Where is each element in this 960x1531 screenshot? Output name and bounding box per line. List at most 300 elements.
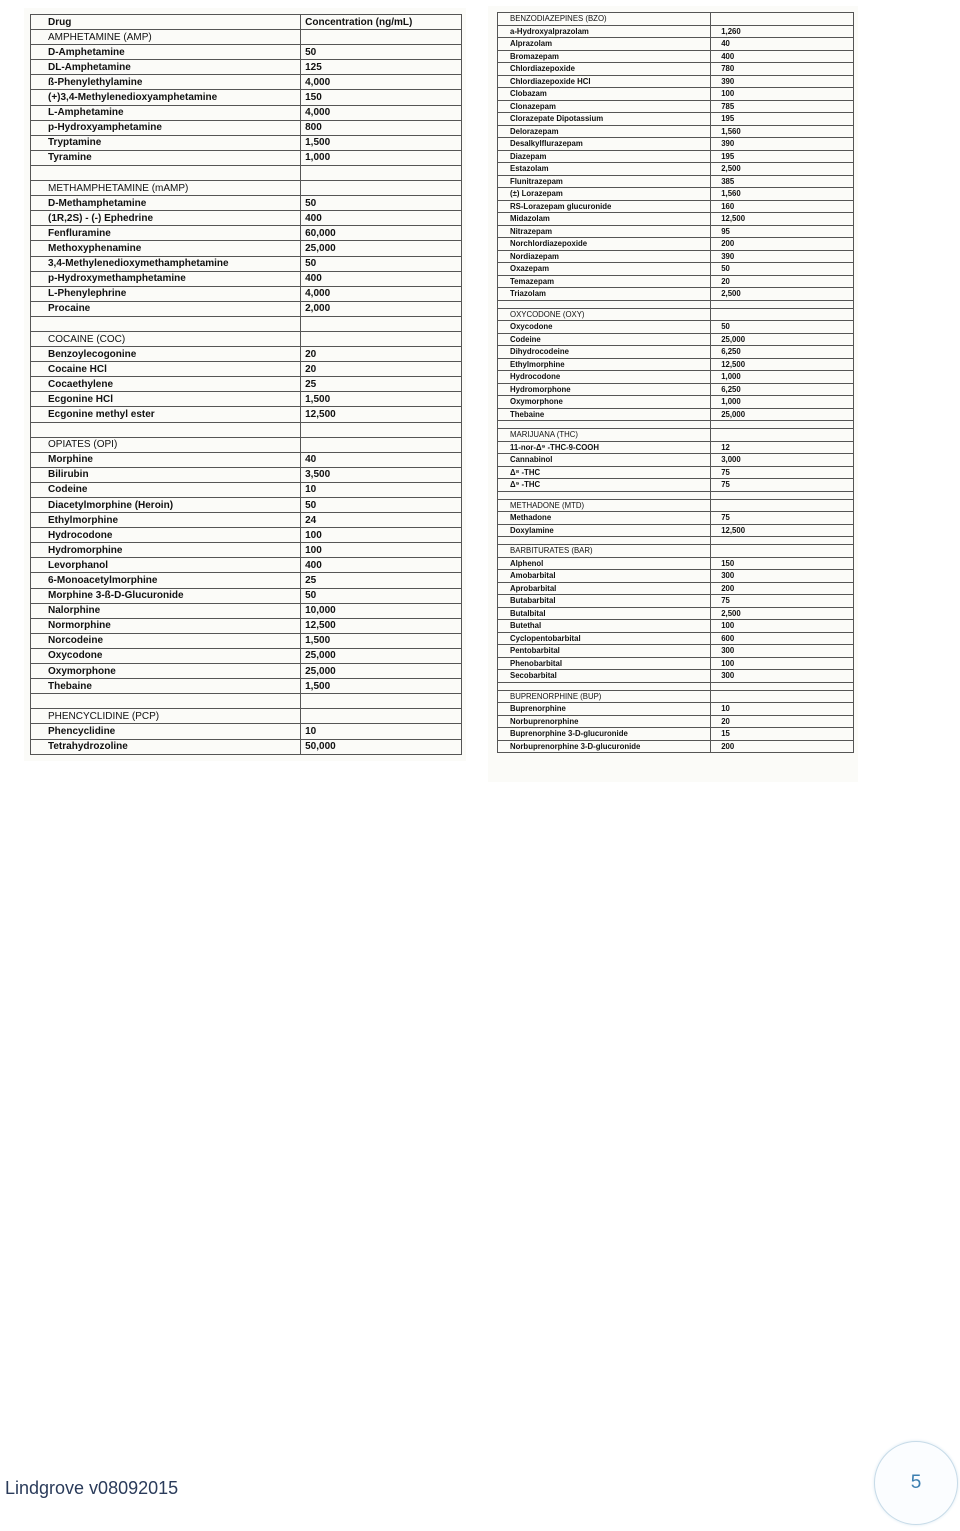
section-title-empty-cell [711,499,854,512]
concentration-cell: 12,500 [301,618,462,633]
section-title-empty-cell [301,331,462,346]
drug-name-cell: Hydrocodone [498,371,711,384]
table-row [498,466,854,479]
concentration-cell: 195 [711,150,854,163]
blank-cell [31,316,301,331]
drug-name-cell: Fenfluramine [31,226,301,241]
drug-name-cell: Clorazepate Dipotassium [498,113,711,126]
blank-cell [31,422,301,437]
table-row [31,120,462,135]
concentration-cell: 390 [711,138,854,151]
table-row [31,452,462,467]
drug-name-cell: L-Amphetamine [31,105,301,120]
table-row [31,286,462,301]
concentration-cell: 50 [301,196,462,211]
concentration-cell: 200 [711,740,854,753]
concentration-cell: 300 [711,670,854,683]
drug-name-cell: Ethylmorphine [31,513,301,528]
section-title: OXYCODONE (OXY) [498,308,711,321]
drug-name-cell: Doxylamine [498,524,711,537]
section-header-row [498,545,854,558]
concentration-cell: 200 [711,582,854,595]
drug-name-cell: 3,4-Methylenedioxymethamphetamine [31,256,301,271]
table-row [31,588,462,603]
drug-column-header: Drug [31,15,301,30]
concentration-cell: 100 [711,88,854,101]
concentration-cell: 3,500 [301,467,462,482]
section-title-empty-cell [711,690,854,703]
drug-name-cell: Thebaine [31,679,301,694]
table-row [498,100,854,113]
drug-name-cell: D-Methamphetamine [31,196,301,211]
concentration-cell: 50 [301,588,462,603]
concentration-cell: 1,500 [301,679,462,694]
drug-name-cell: Norbuprenorphine [498,715,711,728]
concentration-cell: 60,000 [301,226,462,241]
table-row [498,113,854,126]
drug-name-cell: Tetrahydrozoline [31,739,301,754]
drug-name-cell: Thebaine [498,408,711,421]
table-row [31,347,462,362]
table-row [498,346,854,359]
section-title: BENZODIAZEPINES (BZO) [498,13,711,26]
table-row [31,60,462,75]
blank-cell [711,682,854,690]
drug-name-cell: Tyramine [31,150,301,165]
table-row [498,288,854,301]
concentration-cell: 100 [301,528,462,543]
table-header-row [31,15,462,30]
drug-name-cell: Oxymorphone [31,664,301,679]
concentration-cell: 390 [711,250,854,263]
drug-name-cell: Diacetylmorphine (Heroin) [31,498,301,513]
table-row [498,441,854,454]
drug-name-cell: Oxymorphone [498,396,711,409]
table-row [498,620,854,633]
drug-name-cell: 6-Monoacetylmorphine [31,573,301,588]
concentration-cell: 75 [711,479,854,492]
blank-row [31,165,462,180]
drug-name-cell: L-Phenylephrine [31,286,301,301]
drug-name-cell: Norcodeine [31,633,301,648]
table-row [498,607,854,620]
concentration-cell: 95 [711,225,854,238]
concentration-cell: 4,000 [301,75,462,90]
section-header-row [31,709,462,724]
drug-name-cell: Tryptamine [31,135,301,150]
concentration-cell: 400 [301,211,462,226]
table-row [498,250,854,263]
concentration-cell: 25 [301,573,462,588]
table-row [498,238,854,251]
concentration-cell: 1,000 [711,371,854,384]
drug-name-cell: Methadone [498,512,711,525]
blank-cell [301,694,462,709]
table-row [498,213,854,226]
concentration-cell: 100 [711,620,854,633]
drug-name-cell: Cannabinol [498,454,711,467]
right-cross-reactivity-table [497,12,854,753]
concentration-cell: 10 [301,482,462,497]
section-title: MARIJUANA (THC) [498,429,711,442]
blank-row [31,422,462,437]
concentration-cell: 25,000 [711,333,854,346]
blank-row [498,300,854,308]
concentration-cell: 20 [711,715,854,728]
concentration-cell: 150 [711,557,854,570]
table-row [498,63,854,76]
table-row [498,582,854,595]
section-title: AMPHETAMINE (AMP) [31,30,301,45]
drug-name-cell: Cyclopentobarbital [498,632,711,645]
section-header-row [498,13,854,26]
table-row [498,383,854,396]
table-row [498,163,854,176]
blank-cell [31,165,301,180]
drug-name-cell: Codeine [31,482,301,497]
drug-name-cell: Flunitrazepam [498,175,711,188]
table-row [498,479,854,492]
drug-name-cell: Procaine [31,301,301,316]
section-header-row [498,499,854,512]
concentration-cell: 40 [711,38,854,51]
drug-name-cell: Alprazolam [498,38,711,51]
drug-name-cell: Norbuprenorphine 3-D-glucuronide [498,740,711,753]
concentration-cell: 1,560 [711,125,854,138]
concentration-cell: 400 [301,558,462,573]
concentration-cell: 2,500 [711,288,854,301]
concentration-cell: 160 [711,200,854,213]
blank-cell [711,300,854,308]
drug-name-cell: Clonazepam [498,100,711,113]
blank-cell [711,537,854,545]
table-row [498,557,854,570]
drug-name-cell: a-Hydroxyalprazolam [498,25,711,38]
drug-name-cell: Δ⁸ -THC [498,466,711,479]
section-title-empty-cell [301,709,462,724]
table-row [31,301,462,316]
drug-name-cell: Amobarbital [498,570,711,583]
table-row [31,75,462,90]
concentration-cell: 50 [301,45,462,60]
table-row [498,321,854,334]
drug-name-cell: Alphenol [498,557,711,570]
table-row [498,396,854,409]
table-row [31,739,462,754]
drug-name-cell: RS-Lorazepam glucuronide [498,200,711,213]
drug-name-cell: Hydrocodone [31,528,301,543]
drug-name-cell: Oxycodone [31,648,301,663]
drug-name-cell: Levorphanol [31,558,301,573]
section-title-empty-cell [301,30,462,45]
section-title-empty-cell [711,308,854,321]
concentration-cell: 2,500 [711,607,854,620]
table-row [31,482,462,497]
concentration-cell: 50,000 [301,739,462,754]
table-row [498,670,854,683]
table-row [498,88,854,101]
blank-row [31,316,462,331]
section-header-row [498,690,854,703]
concentration-cell: 12,500 [711,213,854,226]
drug-name-cell: (+)3,4-Methylenedioxyamphetamine [31,90,301,105]
drug-name-cell: Benzoylecogonine [31,347,301,362]
blank-cell [498,682,711,690]
table-row [498,728,854,741]
table-row [498,371,854,384]
concentration-cell: 1,500 [301,135,462,150]
concentration-cell: 12,500 [711,524,854,537]
table-row [498,454,854,467]
drug-name-cell: Methoxyphenamine [31,241,301,256]
blank-cell [301,316,462,331]
concentration-cell: 25 [301,377,462,392]
concentration-cell: 15 [711,728,854,741]
table-row [498,645,854,658]
drug-name-cell: Norchlordiazepoxide [498,238,711,251]
drug-name-cell: Δ⁹ -THC [498,479,711,492]
concentration-cell: 40 [301,452,462,467]
page-number-badge [874,1441,958,1525]
drug-name-cell: Nalorphine [31,603,301,618]
table-row [31,633,462,648]
section-title-empty-cell [301,437,462,452]
table-row [31,226,462,241]
concentration-cell: 785 [711,100,854,113]
drug-name-cell: (±) Lorazepam [498,188,711,201]
table-row [498,75,854,88]
concentration-cell: 100 [711,657,854,670]
drug-name-cell: Estazolam [498,163,711,176]
table-row [31,618,462,633]
blank-cell [31,694,301,709]
drug-name-cell: D-Amphetamine [31,45,301,60]
concentration-cell: 2,000 [301,301,462,316]
section-title-empty-cell [301,181,462,196]
concentration-cell: 12,500 [301,407,462,422]
concentration-cell: 50 [301,256,462,271]
concentration-cell: 4,000 [301,286,462,301]
drug-name-cell: Pentobarbital [498,645,711,658]
concentration-cell: 75 [711,595,854,608]
drug-name-cell: Butalbital [498,607,711,620]
drug-name-cell: Oxazepam [498,263,711,276]
blank-row [498,491,854,499]
section-title-empty-cell [711,429,854,442]
concentration-cell: 10,000 [301,603,462,618]
concentration-cell: 4,000 [301,105,462,120]
drug-name-cell: Hydromorphine [31,543,301,558]
drug-name-cell: Codeine [498,333,711,346]
table-row [498,524,854,537]
table-row [498,263,854,276]
concentration-cell: 25,000 [301,648,462,663]
blank-cell [301,165,462,180]
drug-name-cell: Nitrazepam [498,225,711,238]
concentration-cell: 1,000 [301,150,462,165]
blank-cell [498,300,711,308]
section-title: BUPRENORPHINE (BUP) [498,690,711,703]
blank-cell [498,537,711,545]
concentration-cell: 1,560 [711,188,854,201]
concentration-cell: 1,260 [711,25,854,38]
concentration-cell: 12 [711,441,854,454]
drug-name-cell: Phenobarbital [498,657,711,670]
concentration-cell: 780 [711,63,854,76]
concentration-cell: 50 [301,498,462,513]
section-title-empty-cell [711,545,854,558]
section-header-row [498,429,854,442]
table-row [498,50,854,63]
drug-name-cell: Phencyclidine [31,724,301,739]
blank-row [498,682,854,690]
table-row [498,225,854,238]
concentration-cell: 1,500 [301,633,462,648]
table-row [31,648,462,663]
drug-name-cell: Ecgonine methyl ester [31,407,301,422]
concentration-cell: 2,500 [711,163,854,176]
section-title: PHENCYCLIDINE (PCP) [31,709,301,724]
table-row [498,595,854,608]
concentration-cell: 50 [711,321,854,334]
drug-name-cell: 11-nor-Δ⁹ -THC-9-COOH [498,441,711,454]
section-title: COCAINE (COC) [31,331,301,346]
table-row [498,38,854,51]
concentration-cell: 1,000 [711,396,854,409]
table-row [31,90,462,105]
table-row [498,200,854,213]
drug-name-cell: (1R,2S) - (-) Ephedrine [31,211,301,226]
drug-name-cell: Morphine [31,452,301,467]
section-title: METHADONE (MTD) [498,499,711,512]
drug-name-cell: Temazepam [498,275,711,288]
concentration-cell: 20 [711,275,854,288]
table-row [498,138,854,151]
drug-name-cell: ß-Phenylethylamine [31,75,301,90]
table-row [31,724,462,739]
concentration-cell: 25,000 [301,664,462,679]
blank-row [498,537,854,545]
table-row [498,715,854,728]
concentration-cell: 24 [301,513,462,528]
drug-name-cell: Ecgonine HCl [31,392,301,407]
concentration-cell: 10 [301,724,462,739]
concentration-cell: 100 [301,543,462,558]
drug-name-cell: Secobarbital [498,670,711,683]
concentration-cell: 75 [711,466,854,479]
drug-name-cell: Diazepam [498,150,711,163]
table-row [498,25,854,38]
table-row [498,188,854,201]
table-row [498,408,854,421]
drug-name-cell: Normorphine [31,618,301,633]
drug-name-cell: Delorazepam [498,125,711,138]
drug-name-cell: Bilirubin [31,467,301,482]
drug-name-cell: Cocaethylene [31,377,301,392]
concentration-cell: 25,000 [301,241,462,256]
drug-name-cell: Bromazepam [498,50,711,63]
table-row [31,211,462,226]
section-header-row [498,308,854,321]
concentration-cell: 400 [711,50,854,63]
drug-name-cell: Oxycodone [498,321,711,334]
drug-name-cell: Butabarbital [498,595,711,608]
table-row [31,105,462,120]
concentration-cell: 50 [711,263,854,276]
drug-name-cell: Chlordiazepoxide HCl [498,75,711,88]
drug-name-cell: Buprenorphine 3-D-glucuronide [498,728,711,741]
table-row [498,740,854,753]
table-row [31,528,462,543]
drug-name-cell: Dihydrocodeine [498,346,711,359]
drug-name-cell: Ethylmorphine [498,358,711,371]
section-header-row [31,437,462,452]
section-header-row [31,30,462,45]
table-row [31,498,462,513]
table-row [31,679,462,694]
table-row [498,150,854,163]
drug-name-cell: Butethal [498,620,711,633]
blank-cell [301,422,462,437]
section-header-row [31,181,462,196]
drug-name-cell: p-Hydroxyamphetamine [31,120,301,135]
concentration-cell: 20 [301,347,462,362]
section-title: OPIATES (OPI) [31,437,301,452]
concentration-cell: 3,000 [711,454,854,467]
concentration-cell: 6,250 [711,346,854,359]
table-row [31,558,462,573]
table-row [31,196,462,211]
table-row [31,573,462,588]
drug-name-cell: Chlordiazepoxide [498,63,711,76]
table-row [31,150,462,165]
table-row [31,377,462,392]
table-row [31,603,462,618]
concentration-cell: 200 [711,238,854,251]
concentration-cell: 195 [711,113,854,126]
blank-cell [498,421,711,429]
table-row [31,467,462,482]
blank-cell [498,491,711,499]
drug-name-cell: Midazolam [498,213,711,226]
concentration-cell: 400 [301,271,462,286]
table-row [498,632,854,645]
table-row [31,271,462,286]
concentration-cell: 75 [711,512,854,525]
table-row [31,664,462,679]
drug-name-cell: Clobazam [498,88,711,101]
section-title: METHAMPHETAMINE (mAMP) [31,181,301,196]
section-header-row [31,331,462,346]
table-row [498,657,854,670]
drug-name-cell: Morphine 3-ß-D-Glucuronide [31,588,301,603]
table-row [31,407,462,422]
blank-cell [711,491,854,499]
concentration-cell: 12,500 [711,358,854,371]
table-row [498,358,854,371]
concentration-cell: 150 [301,90,462,105]
concentration-cell: 6,250 [711,383,854,396]
table-row [498,703,854,716]
table-row [498,125,854,138]
table-row [498,512,854,525]
concentration-cell: 300 [711,645,854,658]
table-row [31,256,462,271]
concentration-cell: 25,000 [711,408,854,421]
left-cross-reactivity-table [30,14,462,755]
table-row [31,241,462,256]
drug-name-cell: Aprobarbital [498,582,711,595]
